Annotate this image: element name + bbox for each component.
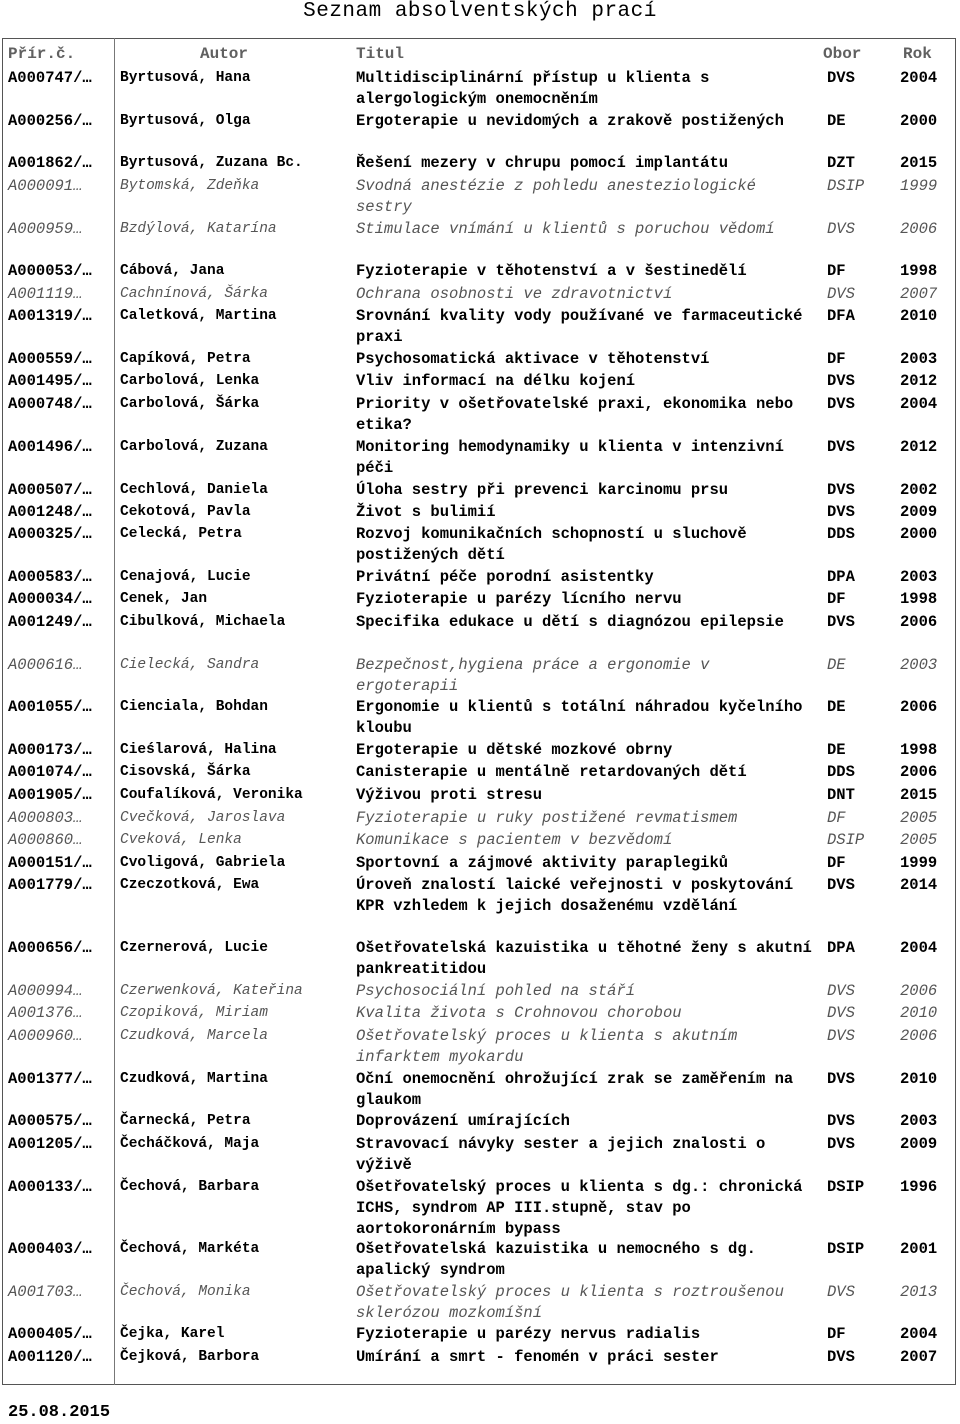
cell-id: A001248/…	[8, 503, 92, 521]
cell-id: A000803…	[8, 809, 83, 827]
cell-year: 2003	[900, 1112, 938, 1130]
cell-field: DE	[827, 698, 846, 716]
cell-author: Cenajová, Lucie	[120, 569, 251, 585]
cell-id: A001376…	[8, 1004, 83, 1022]
cell-field: DVS	[827, 1070, 855, 1088]
cell-author: Czerwenková, Kateřina	[120, 983, 303, 999]
cell-id: A000656/…	[8, 939, 92, 957]
cell-id: A000325/…	[8, 525, 92, 543]
cell-year: 1998	[900, 262, 938, 280]
cell-title: Kvalita života s Crohnovou chorobou	[356, 1004, 682, 1022]
cell-field: DF	[827, 809, 846, 827]
cell-title: Stimulace vnímání u klientů s poruchou vědomí	[356, 220, 775, 238]
cell-title: Multidisciplinární přístup u klienta s alergologickým onemocněním	[356, 69, 710, 108]
cell-field: DFA	[827, 307, 855, 325]
cell-field: DSIP	[827, 177, 865, 195]
cell-id: A001377/…	[8, 1070, 92, 1088]
cell-year: 2004	[900, 939, 938, 957]
cell-author: Čechová, Monika	[120, 1284, 251, 1300]
cell-id: A000151/…	[8, 854, 92, 872]
cell-field: DF	[827, 350, 846, 368]
cell-field: DPA	[827, 939, 855, 957]
cell-title: Specifika edukace u dětí s diagnózou epilepsie	[356, 613, 784, 631]
cell-author: Cielecká, Sandra	[120, 657, 260, 673]
cell-field: DDS	[827, 763, 855, 781]
cell-author: Carbolová, Zuzana	[120, 439, 268, 455]
cell-author: Cekotová, Pavla	[120, 504, 251, 520]
cell-title: Fyzioterapie u parézy lícního nervu	[356, 590, 682, 608]
cell-field: DE	[827, 112, 846, 130]
cell-title: Ošetřovatelská kazuistika u těhotné ženy s akutní pankreatitidou	[356, 939, 812, 978]
cell-author: Czopiková, Miriam	[120, 1005, 268, 1021]
cell-year: 2006	[900, 698, 938, 716]
cell-field: DVS	[827, 481, 855, 499]
cell-field: DE	[827, 741, 846, 759]
cell-field: DVS	[827, 503, 855, 521]
cell-author: Celecká, Petra	[120, 526, 242, 542]
cell-id: A000583/…	[8, 568, 92, 586]
cell-id: A001074/…	[8, 763, 92, 781]
cell-id: A000405/…	[8, 1325, 92, 1343]
cell-id: A001205/…	[8, 1135, 92, 1153]
header-year: Rok	[903, 45, 932, 63]
cell-author: Byrtusová, Olga	[120, 113, 251, 129]
cell-title: Fyzioterapie u parézy nervus radialis	[356, 1325, 701, 1343]
cell-title: Fyzioterapie v těhotenství a v šestinedělí	[356, 262, 747, 280]
cell-author: Čechová, Barbara	[120, 1179, 260, 1195]
cell-title: Život s bulimií	[356, 503, 496, 521]
cell-id: A000748/…	[8, 395, 92, 413]
cell-year: 2004	[900, 1325, 938, 1343]
cell-year: 2007	[900, 1348, 938, 1366]
cell-year: 2012	[900, 372, 938, 390]
cell-id: A000860…	[8, 831, 83, 849]
cell-field: DSIP	[827, 831, 865, 849]
cell-field: DNT	[827, 786, 855, 804]
cell-title: Ošetřovatelský proces u klienta s akutním infarktem myokardu	[356, 1027, 738, 1066]
cell-field: DVS	[827, 372, 855, 390]
cell-title: Srovnání kvality vody používané ve farmaceutické praxi	[356, 307, 803, 346]
cell-field: DZT	[827, 154, 855, 172]
cell-field: DVS	[827, 982, 855, 1000]
cell-year: 2014	[900, 876, 938, 894]
cell-field: DVS	[827, 1283, 855, 1301]
cell-id: A001495/…	[8, 372, 92, 390]
cell-author: Cibulková, Michaela	[120, 614, 286, 630]
cell-title: Výživou proti stresu	[356, 786, 543, 804]
cell-year: 2003	[900, 568, 938, 586]
header-author: Autor	[200, 45, 249, 63]
cell-id: A000173/…	[8, 741, 92, 759]
cell-id: A001905/…	[8, 786, 92, 804]
cell-year: 2006	[900, 1027, 938, 1045]
cell-author: Cenek, Jan	[120, 591, 208, 607]
cell-author: Čarnecká, Petra	[120, 1113, 251, 1129]
cell-title: Ergoterapie u dětské mozkové obrny	[356, 741, 673, 759]
cell-field: DVS	[827, 613, 855, 631]
cell-year: 2005	[900, 831, 938, 849]
cell-field: DVS	[827, 438, 855, 456]
cell-year: 1999	[900, 177, 938, 195]
cell-author: Cechlová, Daniela	[120, 482, 268, 498]
cell-author: Čejka, Karel	[120, 1326, 225, 1342]
cell-author: Cieślarová, Halina	[120, 742, 277, 758]
column-divider	[114, 38, 115, 1385]
cell-title: Ergoterapie u nevidomých a zrakově postižených	[356, 112, 784, 130]
cell-id: A000507/…	[8, 481, 92, 499]
cell-field: DVS	[827, 285, 855, 303]
table-header	[0, 44, 960, 64]
cell-year: 2009	[900, 503, 938, 521]
cell-year: 2006	[900, 982, 938, 1000]
cell-title: Ošetřovatelský proces u klienta s dg.: chronická ICHS, syndrom AP III.stupně, stav po aortokoronárním bypass	[356, 1178, 803, 1238]
cell-title: Priority v ošetřovatelské praxi, ekonomika nebo etika?	[356, 395, 794, 434]
cell-year: 2004	[900, 395, 938, 413]
cell-title: Bezpečnost,hygiena práce a ergonomie v ergoterapii	[356, 656, 710, 695]
cell-year: 2006	[900, 220, 938, 238]
cell-title: Psychosomatická aktivace v těhotenství	[356, 350, 710, 368]
cell-field: DVS	[827, 220, 855, 238]
cell-title: Vliv informací na délku kojení	[356, 372, 636, 390]
cell-id: A000575/…	[8, 1112, 92, 1130]
cell-id: A000133/…	[8, 1178, 92, 1196]
cell-title: Psychosociální pohled na stáří	[356, 982, 636, 1000]
cell-id: A001120/…	[8, 1348, 92, 1366]
cell-field: DF	[827, 590, 846, 608]
cell-year: 2002	[900, 481, 938, 499]
cell-field: DE	[827, 656, 846, 674]
cell-field: DDS	[827, 525, 855, 543]
cell-year: 2001	[900, 1240, 938, 1258]
cell-id: A001496/…	[8, 438, 92, 456]
cell-field: DF	[827, 262, 846, 280]
cell-id: A000994…	[8, 982, 83, 1000]
cell-year: 2012	[900, 438, 938, 456]
cell-field: DVS	[827, 1348, 855, 1366]
cell-author: Cienciala, Bohdan	[120, 699, 268, 715]
cell-id: A001703…	[8, 1283, 83, 1301]
header-title: Titul	[356, 45, 405, 63]
cell-id: A001249/…	[8, 613, 92, 631]
cell-id: A001862/…	[8, 154, 92, 172]
cell-author: Čejková, Barbora	[120, 1349, 260, 1365]
cell-field: DVS	[827, 395, 855, 413]
cell-id: A000959…	[8, 220, 83, 238]
page-title: Seznam absolventských prací	[303, 0, 657, 23]
cell-year: 2010	[900, 1004, 938, 1022]
cell-author: Cvečková, Jaroslava	[120, 810, 286, 826]
cell-year: 1998	[900, 590, 938, 608]
cell-author: Bytomská, Zdeňka	[120, 178, 260, 194]
cell-year: 2015	[900, 154, 938, 172]
cell-author: Coufalíková, Veronika	[120, 787, 303, 803]
cell-title: Stravovací návyky sester a jejich znalosti o výživě	[356, 1135, 766, 1174]
cell-id: A001779/…	[8, 876, 92, 894]
cell-year: 1996	[900, 1178, 938, 1196]
cell-year: 2015	[900, 786, 938, 804]
cell-year: 2004	[900, 69, 938, 87]
cell-year: 2009	[900, 1135, 938, 1153]
cell-author: Carbolová, Šárka	[120, 396, 260, 412]
cell-field: DSIP	[827, 1178, 865, 1196]
cell-author: Capíková, Petra	[120, 351, 251, 367]
cell-title: Ošetřovatelský proces u klienta s roztroušenou sklerózou mozkomíšní	[356, 1283, 784, 1322]
cell-field: DVS	[827, 876, 855, 894]
cell-author: Czudková, Marcela	[120, 1028, 268, 1044]
cell-title: Ochrana osobnosti ve zdravotnictví	[356, 285, 673, 303]
cell-author: Cachnínová, Šárka	[120, 286, 268, 302]
cell-title: Řešení mezery v chrupu pomocí implantátu	[356, 154, 729, 172]
cell-title: Oční onemocnění ohrožující zrak se zaměřením na glaukom	[356, 1070, 794, 1109]
cell-year: 2000	[900, 525, 938, 543]
cell-year: 1999	[900, 854, 938, 872]
cell-title: Fyzioterapie u ruky postižené revmatismem	[356, 809, 738, 827]
cell-title: Sportovní a zájmové aktivity paraplegiků	[356, 854, 729, 872]
cell-author: Caletková, Martina	[120, 308, 277, 324]
header-id: Přír.č.	[8, 45, 76, 63]
cell-year: 2007	[900, 285, 938, 303]
cell-field: DPA	[827, 568, 855, 586]
cell-author: Czeczotková, Ewa	[120, 877, 260, 893]
cell-year: 2000	[900, 112, 938, 130]
cell-author: Cisovská, Šárka	[120, 764, 251, 780]
cell-title: Privátní péče porodní asistentky	[356, 568, 654, 586]
cell-id: A000053/…	[8, 262, 92, 280]
cell-author: Čecháčková, Maja	[120, 1136, 260, 1152]
cell-field: DVS	[827, 1112, 855, 1130]
cell-id: A001319/…	[8, 307, 92, 325]
cell-id: A000403/…	[8, 1240, 92, 1258]
cell-id: A000960…	[8, 1027, 83, 1045]
cell-field: DF	[827, 854, 846, 872]
cell-year: 2006	[900, 613, 938, 631]
header-field: Obor	[823, 45, 862, 63]
cell-author: Czernerová, Lucie	[120, 940, 268, 956]
cell-field: DVS	[827, 69, 855, 87]
cell-title: Svodná anestézie z pohledu anesteziologické sestry	[356, 177, 756, 216]
cell-author: Byrtusová, Zuzana Bc.	[120, 155, 303, 171]
cell-title: Ošetřovatelská kazuistika u nemocného s dg. apalický syndrom	[356, 1240, 756, 1279]
cell-field: DSIP	[827, 1240, 865, 1258]
cell-field: DVS	[827, 1004, 855, 1022]
cell-id: A001055/…	[8, 698, 92, 716]
cell-title: Úloha sestry při prevenci karcinomu prsu	[356, 481, 729, 499]
cell-title: Komunikace s pacientem v bezvědomí	[356, 831, 673, 849]
cell-year: 1998	[900, 741, 938, 759]
cell-author: Cábová, Jana	[120, 263, 225, 279]
cell-author: Cvoligová, Gabriela	[120, 855, 286, 871]
cell-title: Umírání a smrt - fenomén v práci sester	[356, 1348, 719, 1366]
cell-author: Bzdýlová, Katarína	[120, 221, 277, 237]
cell-id: A000747/…	[8, 69, 92, 87]
cell-year: 2010	[900, 1070, 938, 1088]
cell-id: A000034/…	[8, 590, 92, 608]
cell-author: Carbolová, Lenka	[120, 373, 260, 389]
cell-id: A001119…	[8, 285, 83, 303]
cell-field: DVS	[827, 1135, 855, 1153]
cell-title: Doprovázení umírajících	[356, 1112, 570, 1130]
cell-author: Czudková, Martina	[120, 1071, 268, 1087]
cell-year: 2013	[900, 1283, 938, 1301]
cell-title: Ergonomie u klientů s totální náhradou kyčelního kloubu	[356, 698, 803, 737]
cell-year: 2003	[900, 350, 938, 368]
cell-title: Canisterapie u mentálně retardovaných dětí	[356, 763, 747, 781]
cell-title: Rozvoj komunikačních schopností u sluchově postižených dětí	[356, 525, 747, 564]
cell-year: 2003	[900, 656, 938, 674]
cell-author: Byrtusová, Hana	[120, 70, 251, 86]
cell-id: A000616…	[8, 656, 83, 674]
cell-year: 2010	[900, 307, 938, 325]
cell-field: DF	[827, 1325, 846, 1343]
cell-year: 2006	[900, 763, 938, 781]
cell-field: DVS	[827, 1027, 855, 1045]
cell-id: A000091…	[8, 177, 83, 195]
cell-title: Monitoring hemodynamiky u klienta v intenzivní péči	[356, 438, 784, 477]
cell-author: Čechová, Markéta	[120, 1241, 260, 1257]
cell-year: 2005	[900, 809, 938, 827]
cell-title: Úroveň znalostí laické veřejnosti v poskytování KPR vzhledem k jejich dosaženému vzdělání	[356, 876, 794, 915]
cell-author: Cveková, Lenka	[120, 832, 242, 848]
footer-date: 25.08.2015	[8, 1403, 111, 1422]
cell-id: A000256/…	[8, 112, 92, 130]
cell-id: A000559/…	[8, 350, 92, 368]
